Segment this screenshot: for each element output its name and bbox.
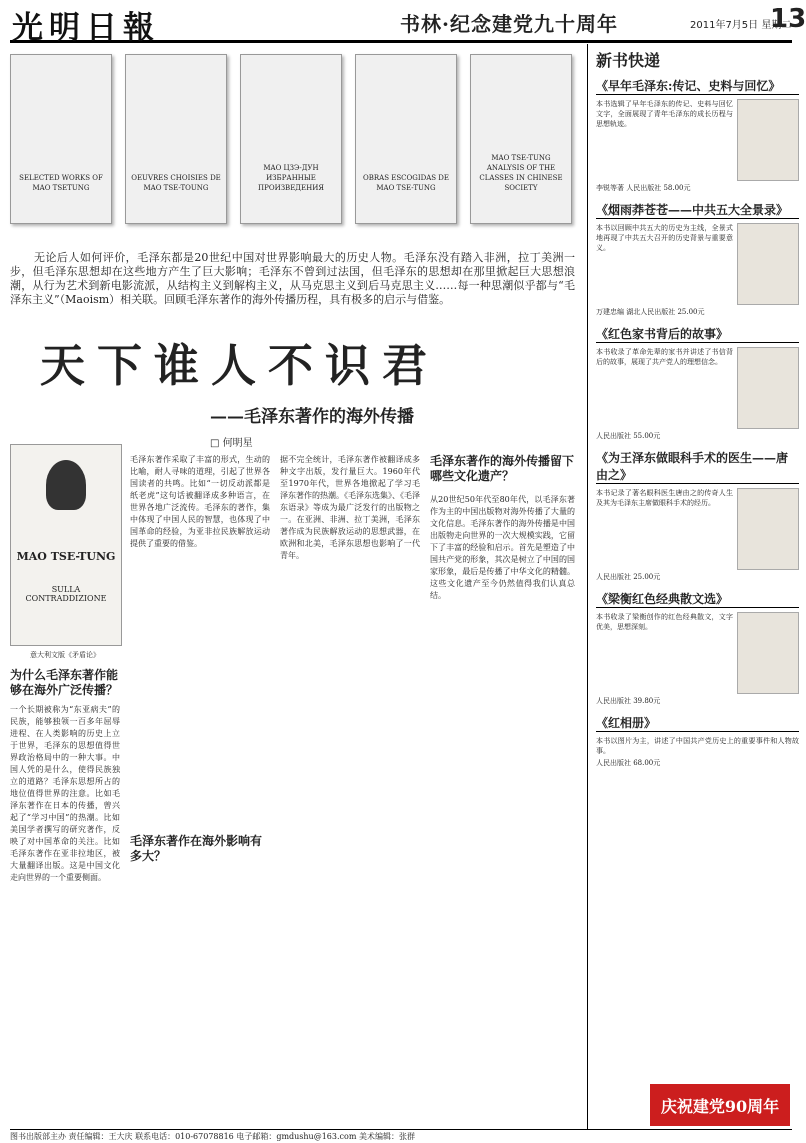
book-cover xyxy=(355,54,457,224)
new-books-sidebar xyxy=(587,44,799,1129)
book-cover-title: MAO ЦЗЭ-ДУН ИЗБРАННЫЕ ПРОИЗВЕДЕНИЯ xyxy=(258,164,324,192)
book-description: 本书以图片为主，讲述了中国共产党历史上的重要事件和人物故事。 xyxy=(596,737,799,755)
column-heading: 毛泽东著作在海外影响有多大？ xyxy=(130,834,263,863)
column-heading: 为什么毛泽东著作能够在海外广泛传播？ xyxy=(10,668,119,697)
book-cover-title: SELECTED WORKS OF MAO TSETUNG xyxy=(19,174,103,192)
main-article xyxy=(10,44,575,1129)
column-heading: 毛泽东著作的海外传播留下哪些文化遗产？ xyxy=(430,454,575,483)
book-cover xyxy=(737,488,799,570)
book-entry xyxy=(596,77,799,193)
book-meta: 人民出版社 68.00元 xyxy=(596,759,661,767)
page-number: 13 xyxy=(770,4,806,34)
book-entry xyxy=(596,325,799,441)
page-header xyxy=(10,0,806,46)
book-description: 本书选辑了早年毛泽东的传记、史料与回忆文字，全面展现了青年毛泽东的成长历程与思想轨迹。 xyxy=(596,100,733,128)
cover-subtitle: SULLA CONTRADDIZIONE xyxy=(25,585,107,603)
book-description: 本书收录了梁衡创作的红色经典散文，文字优美，思想深刻。 xyxy=(596,613,733,631)
book-cover xyxy=(125,54,227,224)
page-footer: 图书出版部主办 责任编辑：王大庆 联系电话：010-67078816 电子邮箱：gmdushu@163.com 美术编辑：张群 xyxy=(10,1129,792,1143)
book-description: 本书以回顾中共五大的历史为主线，全景式地再现了中共五大召开的历史背景与重要意义。 xyxy=(596,224,733,252)
book-title: 《梁衡红色经典散文选》 xyxy=(596,590,799,608)
sidebar-title: 新书快递 xyxy=(596,51,661,70)
column-text: 据不完全统计，毛泽东著作被翻译成多种文字出版，发行量巨大。1960年代至1970年代，世界各地掀起了学习毛泽东著作的热潮。《毛泽东选集》、《毛泽东语录》等成为最广泛发行的出版物之一。在亚洲、非洲、拉丁美洲，毛泽东著作成为民族解放运动的思想武器，在欧洲和北美，毛泽东思想也影响了一代青年。 xyxy=(280,455,420,560)
book-entry xyxy=(596,201,799,317)
book-entry xyxy=(596,590,799,706)
book-cover-title: OEUVRES CHOISIES DE MAO TSE-TOUNG xyxy=(131,174,221,192)
book-description: 本书收录了革命先辈的家书并讲述了书信背后的故事，展现了共产党人的理想信念。 xyxy=(596,348,733,366)
newspaper-logo: 光明日報 xyxy=(12,10,160,46)
cover-title: MAO TSE-TUNG xyxy=(16,550,116,563)
book-title: 《红色家书背后的故事》 xyxy=(596,325,799,343)
book-title: 《红相册》 xyxy=(596,714,799,732)
book-cover xyxy=(737,223,799,305)
book-covers-strip xyxy=(10,44,575,244)
book-cover-image xyxy=(10,444,122,646)
book-meta: 万建忠编 湖北人民出版社 25.00元 xyxy=(596,308,705,316)
column-text: 一个长期被称为“东亚病夫”的民族，能够独领一百多年屈辱进程、在人类影响的历史上立于世界，毛泽东的思想值得世界政治格局中的一种大事。中国人凭的是什么，使得民族独立的道路？毛泽东思想所占的地位值得世界的注意。比如毛泽东著作在日本的传播，曾兴起了“学习中国”的热潮。比如美国学者撰写的研究著作，反映了对中国革命的关注。比如毛泽东著作在亚非拉地区，被大量翻译出版。这是中国文化走向世界的一个重要侧面。 xyxy=(10,705,120,882)
image-caption: 意大利文版《矛盾论》 xyxy=(30,651,100,659)
book-meta: 人民出版社 25.00元 xyxy=(596,573,661,581)
issue-date: 2011年7月5日 星期二 xyxy=(690,20,792,31)
book-meta: 人民出版社 39.80元 xyxy=(596,697,661,705)
book-title: 《早年毛泽东:传记、史料与回忆》 xyxy=(596,77,799,95)
book-cover xyxy=(737,99,799,181)
book-cover xyxy=(240,54,342,224)
byline: □ 何明星 xyxy=(210,438,253,449)
column-text: 从20世纪50年代至80年代，以毛泽东著作为主的中国出版物对海外传播了大量的文化信息。毛泽东著作的海外传播是中国出版物走向世界的一次大规模实践，它留下了丰富的经验和启示。首先是塑造了中国共产党的形象，其次是树立了中国的国家形象，最后是传播了中华文化的精髓。这些文化遗产至今仍然值得我们认真总结。 xyxy=(430,495,575,600)
section-title: 书林·纪念建党九十周年 xyxy=(400,12,618,36)
book-meta: 人民出版社 55.00元 xyxy=(596,432,661,440)
column-text: 毛泽东著作采取了丰富的形式，生动的比喻，耐人寻味的道理，引起了世界各国读者的共鸣。比如“一切反动派都是纸老虎”这句话被翻译成多种语言，在世界各地广泛流传。毛泽东的著作，集中体现了中国人民的智慧，也体现了中国革命的经验，为亚非拉民族解放运动提供了重要的借鉴。 xyxy=(130,455,270,548)
subheadline: ——毛泽东著作的海外传播 xyxy=(210,407,414,427)
headline: 天下谁人不识君 xyxy=(40,339,440,392)
book-title: 《为王泽东做眼科手术的医生——唐由之》 xyxy=(596,449,799,484)
book-title: 《烟雨莽苍苍——中共五大全景录》 xyxy=(596,201,799,219)
book-entry xyxy=(596,714,799,768)
book-cover-title: OBRAS ESCOGIDAS DE MAO TSE-TUNG xyxy=(363,174,449,192)
book-entry xyxy=(596,449,799,582)
book-cover xyxy=(737,347,799,429)
portrait-icon xyxy=(46,460,86,510)
anniversary-banner: 庆祝建党90周年 xyxy=(650,1084,790,1126)
book-meta: 李锐等著 人民出版社 58.00元 xyxy=(596,184,691,192)
book-cover xyxy=(10,54,112,224)
book-cover-title: MAO TSE-TUNG ANALYSIS OF THE CLASSES IN CHINESE SOCIETY xyxy=(479,154,563,192)
book-cover xyxy=(737,612,799,694)
book-description: 本书记录了著名眼科医生唐由之的传奇人生及其为毛泽东主席做眼科手术的经历。 xyxy=(596,489,733,507)
article-intro: 无论后人如何评价，毛泽东都是20世纪中国对世界影响最大的历史人物。毛泽东没有踏入非洲，拉丁美洲一步，但毛泽东思想却在这些地方产生了巨大影响；毛泽东不曾到过法国，但毛泽东的思想却在那里掀起巨大思想浪潮，从行为艺术到新电影流派，从结构主义到解构主义，从马克思主义到后马克思主义……每一种思潮似乎都与“毛泽东主义”（Maoism）相关联。回顾毛泽东著作的海外传播历程，具有极多的启示与借鉴。 xyxy=(10,251,575,306)
book-cover xyxy=(470,54,572,224)
